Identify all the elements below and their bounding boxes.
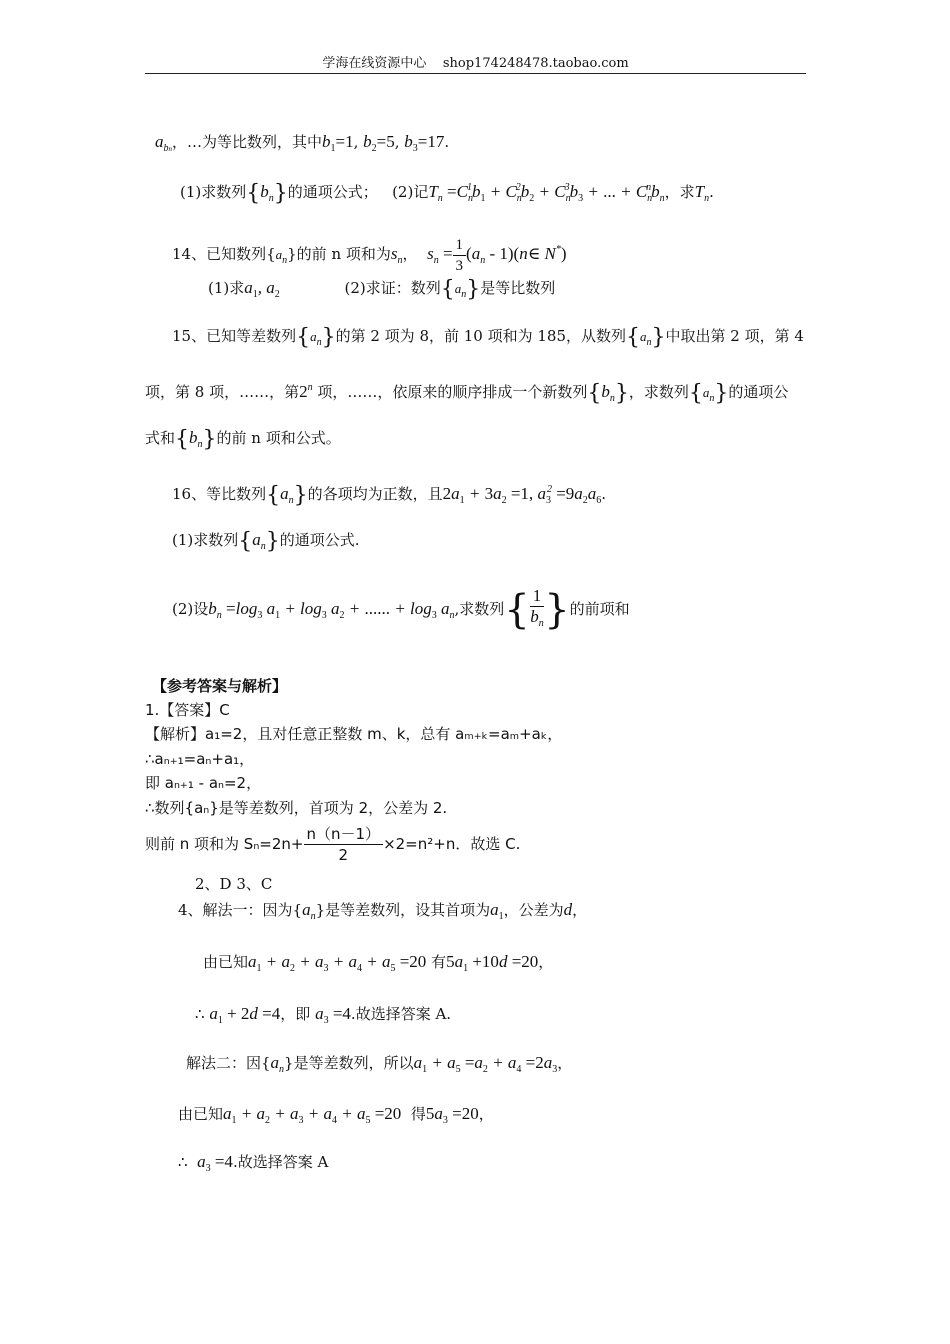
a4-line3: ∴ $a_1 + 2d =4$，即 $a_3 =4$.故选择答案 A. (195, 1004, 452, 1026)
a1-line3: 即 aₙ₊₁ - aₙ=2， (145, 774, 262, 792)
a1-label: 1.【答案】C (145, 701, 230, 719)
a4-line2: 由已知$a_1 + a_2 + a_3 + a_4 + a_5 =20$ 有$5a_1 +10d =20$， (203, 952, 554, 974)
a4-line5: 由已知$a_1 + a_2 + a_3 + a_4 + a_5 =20$ 得$5a_3 =20$， (178, 1104, 494, 1126)
p15-line3: 式和$\{b_n\}$的前 n 项和公式。 (145, 427, 341, 452)
a1-line4: ∴数列{aₙ}是等差数列，首项为 2，公差为 2. (145, 799, 448, 817)
a2-a3: 2、D 3、C (195, 875, 273, 893)
p16-stem: 16、等比数列$\{a_n\}$的各项均为正数，且$2a_1 + 3a_2 =1$, $a_3^2 =9a_2a_6$. (172, 483, 607, 508)
p13-line1: $a_{bn}$，…为等比数列，其中$b_1=1$, $b_2=5$, $b_3=17$. (155, 132, 450, 154)
p16-q2: (2)设$b_n =\log_3$ $a_1 + \log_3 a_2$ + ...... + $\log_3 a_n$,求数列{ $\frac{1}{b_n}$ }的前项和 (172, 586, 630, 633)
a4-line4: 解法二：因$\{a_n\}$是等差数列，所以$a_1 + a_5 =a_2 + a_4 =2a_3$， (186, 1053, 573, 1075)
p15-line2: 项，第 8 项，……，第2$^n$ 项，……，依原来的顺序排成一个新数列$\{b_n\}$，求数列$\{a_n\}$的通项公 (145, 381, 789, 406)
page-header: 学海在线资源中心 shop174248478.taobao.com (145, 56, 806, 74)
p16-q1: (1)求数列$\{a_n\}$的通项公式. (172, 529, 360, 554)
answers-title: 【参考答案与解析】 (152, 677, 288, 695)
p14-stem: 14、已知数列$\{a_n\}$的前 n 项和为$s_n$， $s_n$ = $\frac{1}{3}$ ($a_n$ - 1)(n∈ N*) (172, 236, 567, 274)
p13-questions: (1)求数列$\{b_n\}$的通项公式； (2)记$T_n =C_n^1b_1 + C_n^2b_2 + C_n^3b_3$ + ... + $C_n^nb_n$，求$T_n$. (180, 181, 714, 206)
a1-line5: 则前 n 项和为 Sₙ=2n+ $\frac{n(n-1)}{2}$ ×2=n²+n．故选 C. (145, 825, 521, 864)
a1-line1: 【解析】a₁=2，且对任意正整数 m、k，总有 aₘ₊ₖ=aₘ+aₖ， (145, 725, 563, 743)
p15-line1: 15、已知等差数列$\{a_n\}$的第 2 项为 8，前 10 项和为 185，从数列$\{a_n\}$中取出第 2 项，第 4 (172, 325, 804, 350)
a4-line6: ∴ $a_3 =4$.故选择答案 A (178, 1152, 329, 1174)
a4-line1: 4、解法一：因为$\{a_n\}$是等差数列，设其首项为$a_1$，公差为d， (178, 900, 588, 922)
p14-questions: (1)求$a_1$, $a_2$ (2)求证：数列$\{a_n\}$是等比数列 (208, 277, 556, 302)
a1-line2: ∴aₙ₊₁=aₙ+a₁， (145, 750, 255, 768)
